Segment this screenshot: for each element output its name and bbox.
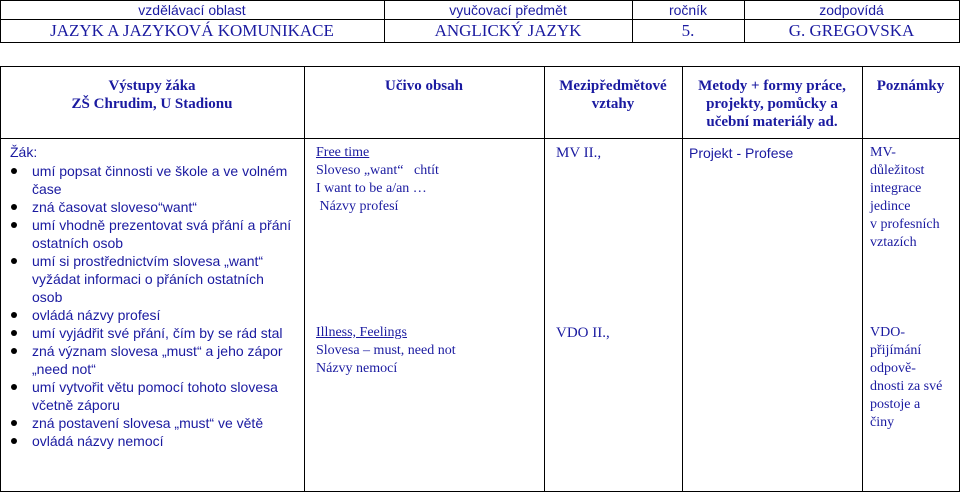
note-line: dnosti za své (870, 379, 943, 394)
header-value-area: JAZYK A JAZYKOVÁ KOMUNIKACE (50, 21, 334, 40)
curriculum-title: Free time (316, 145, 370, 160)
list-item: umí popsat činnosti ve škole a ve volném čase (6, 162, 296, 198)
curriculum-line: Názvy profesí (316, 199, 399, 214)
note-line: v profesních (870, 217, 940, 232)
curriculum-block-illness (316, 324, 540, 378)
note-line: jedince (870, 199, 911, 214)
list-item: ovládá názvy nemocí (6, 432, 296, 450)
list-item: zná časovat sloveso“want“ (6, 198, 296, 216)
column-header-notes: Poznámky (876, 78, 945, 94)
note-line: vztazích (870, 235, 917, 250)
column-header-curriculum: Učivo obsah (385, 78, 463, 94)
list-item: zná význam slovesa „must“ a jeho zápor „need not“ (6, 342, 296, 378)
header-value-grade: 5. (681, 21, 695, 40)
header-label-grade: ročník (668, 2, 708, 18)
note-line: důležitost (870, 163, 925, 178)
cross-curricular-mv: MV II., (556, 145, 602, 161)
note-line: činy (870, 415, 895, 430)
curriculum-block-free-time (316, 144, 540, 216)
list-item: ovládá názvy profesí (6, 306, 296, 324)
curriculum-line: I want to be a/an … (316, 181, 427, 196)
cross-curricular-vdo: VDO II., (556, 325, 610, 341)
note-line: přijímání (870, 343, 922, 358)
header-label-area: vzdělávací oblast (138, 2, 246, 18)
header-label-responsible: zodpovídá (819, 2, 884, 18)
notes-block-vdo (870, 324, 960, 432)
note-line: odpově- (870, 361, 916, 376)
curriculum-line: Slovesa – must, need not (316, 343, 456, 358)
list-item: umí si prostřednictvím slovesa „want“ vyžádat informaci o přáních ostatních osob (6, 252, 296, 306)
notes-block-mv (870, 144, 960, 252)
note-line: MV- (870, 145, 896, 160)
column-header-outcomes: Výstupy žáka ZŠ Chrudim, U Stadionu (71, 78, 233, 112)
note-line: integrace (870, 181, 922, 196)
outcomes-list (6, 162, 296, 450)
list-item: umí vyjádřit své přání, čím by se rád stal (6, 324, 296, 342)
note-line: postoje a (870, 397, 921, 412)
methods-project: Projekt - Profese (689, 145, 794, 161)
column-header-methods: Metody + formy práce, projekty, pomůcky a učební materiály ad. (698, 78, 846, 130)
list-item: umí vhodně prezentovat svá přání a přání ostatních osob (6, 216, 296, 252)
outcomes-label: Žák: (10, 144, 38, 160)
header-value-subject: ANGLICKÝ JAZYK (434, 21, 582, 40)
column-header-cross-curricular: Mezipředmětové vztahy (559, 78, 667, 112)
curriculum-line: Sloveso „want“ chtít (316, 163, 439, 178)
header-label-subject: vyučovací předmět (449, 2, 567, 18)
curriculum-title: Illness, Feelings (316, 325, 407, 340)
curriculum-line: Názvy nemocí (316, 361, 398, 376)
list-item: umí vytvořit větu pomocí tohoto slovesa včetně záporu (6, 378, 296, 414)
note-line: VDO- (870, 325, 905, 340)
header-value-responsible: G. GREGOVSKA (788, 21, 915, 40)
list-item: zná postavení slovesa „must“ ve větě (6, 414, 296, 432)
